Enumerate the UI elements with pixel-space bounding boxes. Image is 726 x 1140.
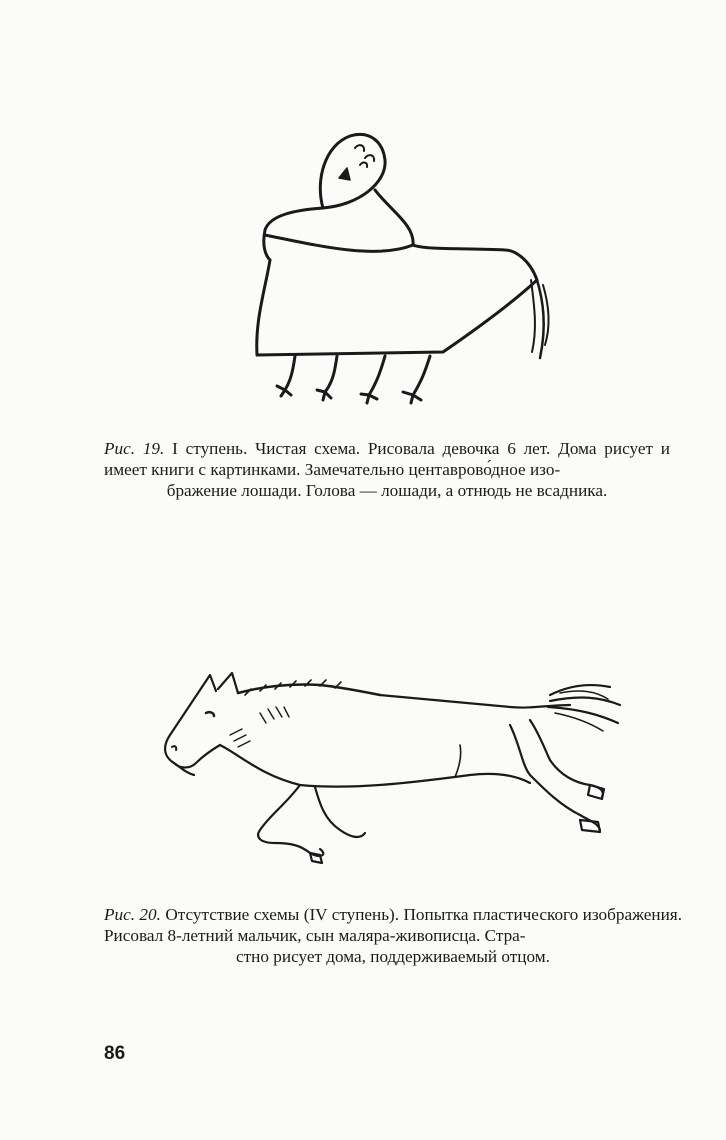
figure-20-caption-text: Отсутствие схемы (IV ступень). Попытка пластического изображения. Рисовал 8-летний мальчик, сын маляра-живописца. Стра- <box>104 905 682 945</box>
hind-leg-1 <box>510 725 600 830</box>
chest-curve <box>265 235 413 251</box>
leg-1 <box>277 356 295 396</box>
nose <box>339 168 350 180</box>
figure-20-drawing <box>150 665 630 875</box>
neck-curve <box>375 190 413 245</box>
figure-19-drawing <box>225 120 565 420</box>
horse-nostril <box>172 746 176 750</box>
ear-1 <box>198 675 216 693</box>
tail <box>537 280 544 358</box>
shoulders <box>264 208 323 260</box>
figure-19-label: Рис. 19. <box>104 439 165 458</box>
eye-right-2 <box>360 163 367 167</box>
leg-4 <box>403 356 430 403</box>
head-outline <box>320 134 385 208</box>
front-leg-1 <box>258 785 323 856</box>
horse-eye <box>206 712 214 716</box>
front-leg-2 <box>315 787 365 837</box>
figure-19-caption-last-line: бражение лошади. Голова — лошади, а отнюдь не всадника. <box>166 481 608 500</box>
horse-mouth <box>174 763 194 775</box>
body-outline <box>257 245 537 355</box>
leg-2 <box>317 356 337 400</box>
figure-20-label: Рис. 20. <box>104 905 161 924</box>
horse-belly <box>220 745 530 787</box>
eye-right <box>365 155 374 161</box>
eye-left <box>355 145 364 151</box>
horse-head <box>165 693 220 768</box>
ear-2 <box>218 673 238 693</box>
figure-19-caption-text: I ступень. Чистая схема. Рисовала девочка 6 лет. Дома рисует и имеет книги с картинками. Замечательно центаврово́дное изо- <box>104 439 670 479</box>
figure-19-caption <box>104 438 670 501</box>
horse-mane <box>238 684 380 695</box>
page-number: 86 <box>104 1043 126 1064</box>
leg-3 <box>361 356 385 403</box>
figure-20-caption <box>104 904 682 967</box>
figure-20-caption-last-line: стно рисует дома, поддерживаемый отцом. <box>236 947 550 966</box>
horse-back <box>380 695 570 708</box>
